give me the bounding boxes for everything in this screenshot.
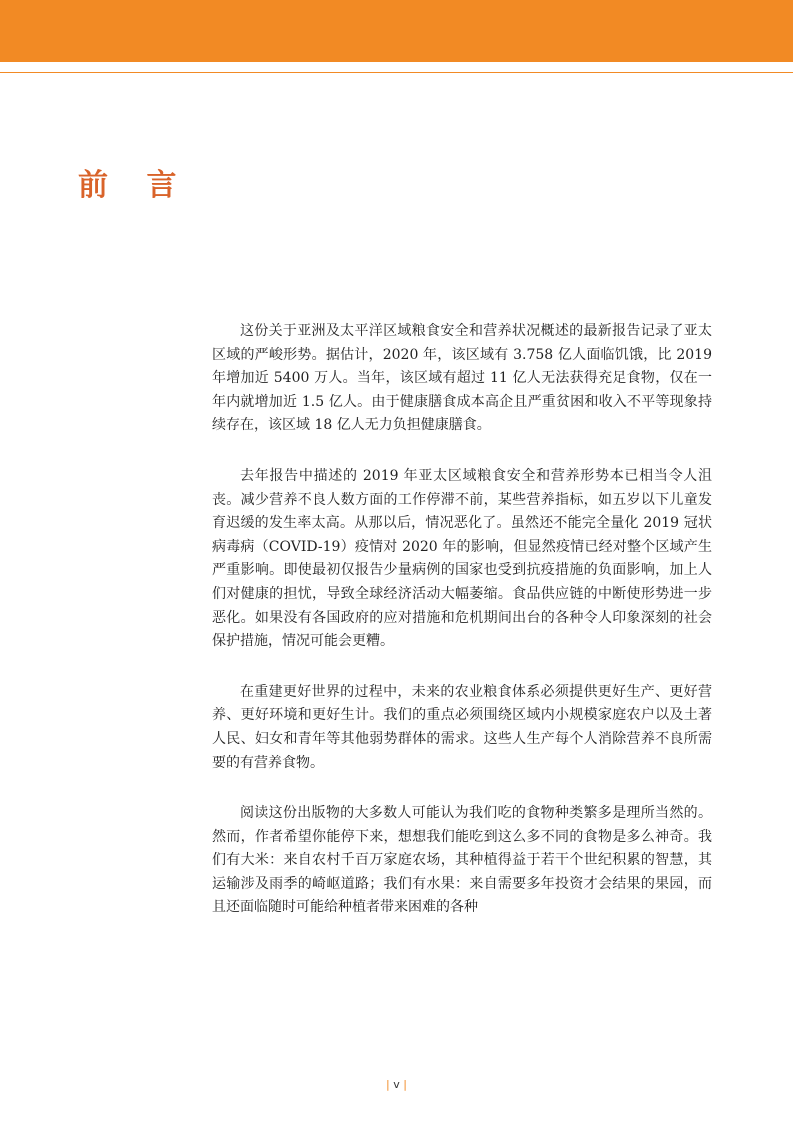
page-number: [0, 1078, 793, 1091]
page-number-value: v: [393, 1078, 400, 1091]
page-number-bar-left: |: [386, 1078, 390, 1091]
page-number-bar-right: |: [403, 1078, 407, 1091]
paragraph: 在重建更好世界的过程中，未来的农业粮食体系必须提供更好生产、更好营养、更好环境和更好生计。我们的重点必须围绕区域内小规模家庭农户以及土著人民、妇女和青年等其他弱势群体的需求。这些人生产每个人消除营养不良所需要的有营养食物。: [212, 683, 712, 771]
header-color-band: [0, 0, 793, 62]
page-title: 前 言: [78, 168, 191, 203]
header-rule: [0, 72, 793, 73]
body-text: [212, 320, 712, 947]
paragraph: 这份关于亚洲及太平洋区域粮食安全和营养状况概述的最新报告记录了亚太区域的严峻形势。据估计，2020 年，该区域有 3.758 亿人面临饥饿，比 2019 年增加近 5400 万人。当年，该区域有超过 11 亿人无法获得充足食物，仅在一年内就增加近 1.5 亿人。由于健康膳食成本高企且严重贫困和收入不平等现象持续存在，该区域 18 亿人无力负担健康膳食。: [212, 323, 712, 434]
paragraph: 去年报告中描述的 2019 年亚太区域粮食安全和营养形势本已相当令人沮丧。减少营养不良人数方面的工作停滞不前，某些营养指标，如五岁以下儿童发育迟缓的发生率太高。从那以后，情况恶化了。虽然还不能完全量化 2019 冠状病毒病（COVID-19）疫情对 2020 年的影响，但显然疫情已经对整个区域产生严重影响。即使最初仅报告少量病例的国家也受到抗疫措施的负面影响，加上人们对健康的担忧，导致全球经济活动大幅萎缩。食品供应链的中断使形势进一步恶化。如果没有各国政府的应对措施和危机期间出台的各种令人印象深刻的社会保护措施，情况可能会更糟。: [212, 467, 712, 650]
paragraph: 阅读这份出版物的大多数人可能认为我们吃的食物种类繁多是理所当然的。然而，作者希望你能停下来，想想我们能吃到这么多不同的食物是多么神奇。我们有大米：来自农村千百万家庭农场，其种植得益于若干个世纪积累的智慧，其运输涉及雨季的崎岖道路；我们有水果：来自需要多年投资才会结果的果园，而且还面临随时可能给种植者带来困难的各种: [212, 805, 712, 916]
